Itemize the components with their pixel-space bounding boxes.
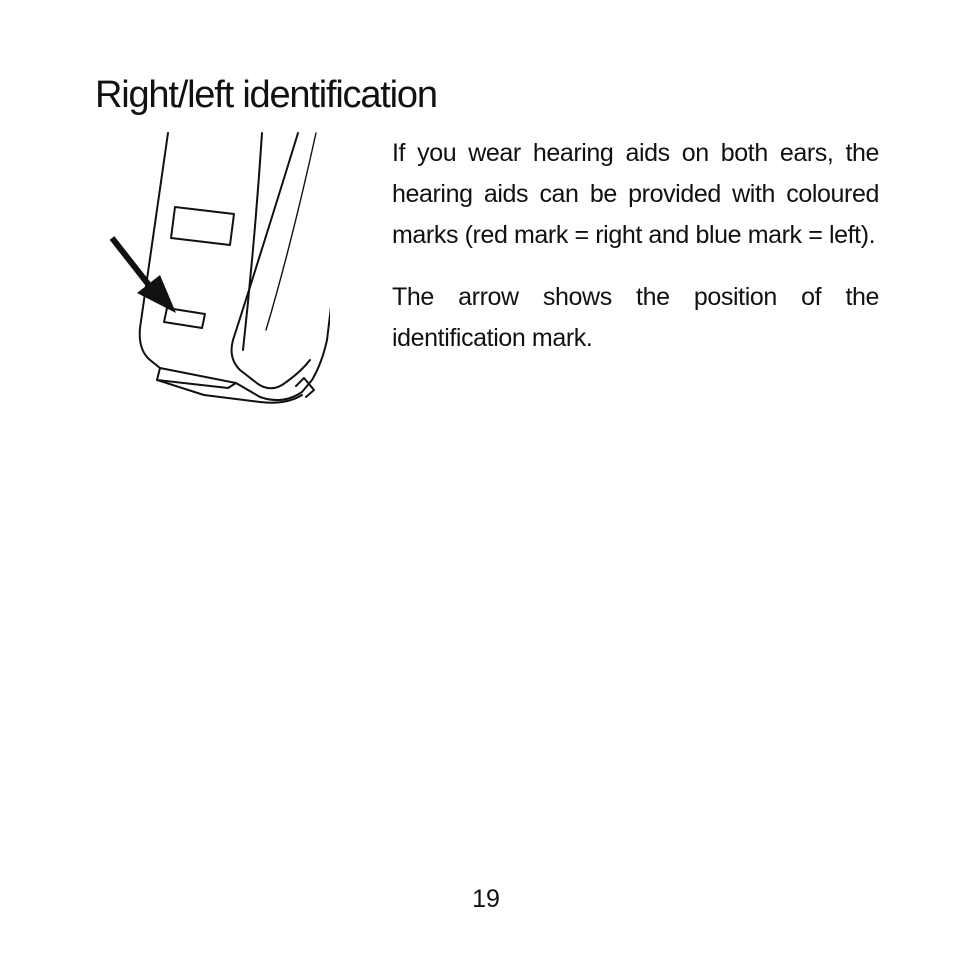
body-text	[392, 133, 879, 380]
identification-mark	[164, 308, 205, 328]
device-bottom	[157, 368, 236, 388]
upper-mark	[171, 207, 234, 245]
device-seam	[243, 133, 262, 350]
hearing-aid-figure	[100, 130, 330, 410]
page-title: Right/left identification	[95, 74, 437, 116]
page-number: 19	[472, 885, 500, 913]
paragraph-arrow: The arrow shows the position of the identification mark.	[392, 283, 879, 352]
hearing-aid-icon	[100, 130, 330, 410]
device-outline	[140, 133, 330, 400]
device-seam-2	[266, 133, 316, 330]
paragraph-identification: If you wear hearing aids on both ears, the hearing aids can be provided with coloured marks (red mark = right and blue mark = left).	[392, 139, 879, 249]
